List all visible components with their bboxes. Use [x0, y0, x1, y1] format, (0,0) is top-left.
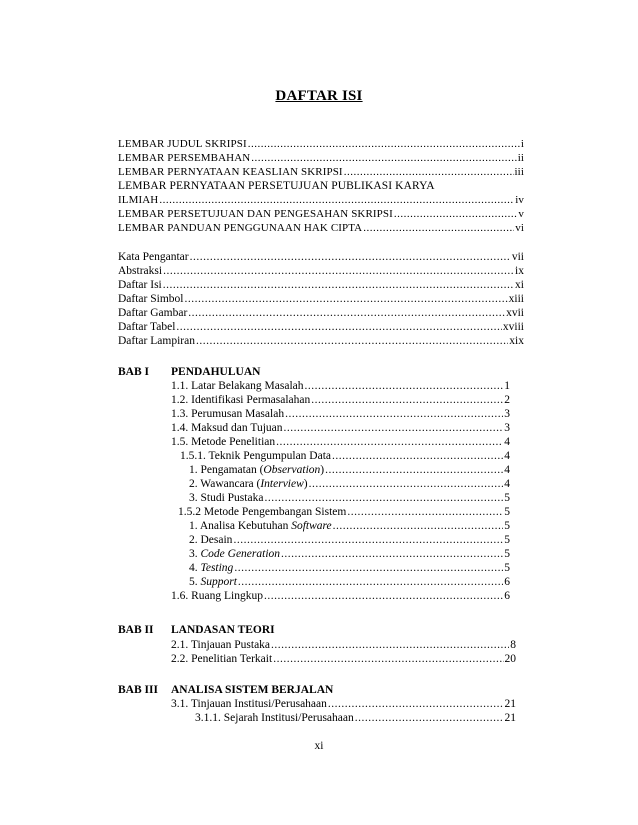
- toc-entry[interactable]: 1.3. Perumusan Masalah ..... 3: [171, 407, 510, 421]
- chapter-title[interactable]: LANDASAN TEORI: [171, 624, 275, 636]
- toc-entry[interactable]: LEMBAR PERSEMBAHAN ..... ii: [118, 151, 524, 165]
- chapter-title[interactable]: PENDAHULUAN: [171, 366, 261, 378]
- toc-entry[interactable]: Kata Pengantar ..... vii: [118, 250, 524, 264]
- chapter-number: BAB II: [118, 624, 154, 636]
- toc-entry[interactable]: 2. Wawancara (Interview) ..... 4: [189, 477, 510, 491]
- chapter-title[interactable]: ANALISA SISTEM BERJALAN: [171, 684, 334, 696]
- toc-entry[interactable]: 4. Testing ..... 5: [189, 561, 510, 575]
- toc-entry[interactable]: Daftar Simbol ..... xiii: [118, 292, 524, 306]
- toc-entry[interactable]: 1.4. Maksud dan Tujuan ..... 3: [171, 421, 510, 435]
- toc-entry[interactable]: LEMBAR PERNYATAAN KEASLIAN SKRIPSI ..... iii: [118, 165, 524, 179]
- toc-entry[interactable]: ILMIAH ..... iv: [118, 193, 524, 207]
- toc-entry[interactable]: LEMBAR PERSETUJUAN DAN PENGESAHAN SKRIPSI ..... v: [118, 207, 524, 221]
- toc-entry[interactable]: Daftar Gambar ..... xvii: [118, 306, 524, 320]
- toc-entry[interactable]: 3. Studi Pustaka ..... 5: [189, 491, 510, 505]
- toc-entry[interactable]: LEMBAR JUDUL SKRIPSI ..... i: [118, 137, 524, 151]
- page-number: xi: [314, 740, 324, 752]
- toc-entry[interactable]: 3.1.1. Sejarah Institusi/Perusahaan ..... 21: [195, 711, 516, 725]
- toc-entry[interactable]: 1.5.2 Metode Pengembangan Sistem ..... 5: [178, 505, 510, 519]
- toc-entry[interactable]: Daftar Lampiran ..... xix: [118, 334, 524, 348]
- chapter-number: BAB III: [118, 684, 158, 696]
- page-title: DAFTAR ISI: [275, 88, 363, 104]
- toc-entry[interactable]: 1.1. Latar Belakang Masalah ..... 1: [171, 379, 510, 393]
- toc-entry[interactable]: 2.2. Penelitian Terkait ..... 20: [171, 652, 516, 666]
- toc-entry[interactable]: 1. Pengamatan (Observation) ..... 4: [189, 463, 510, 477]
- toc-entry[interactable]: 2.1. Tinjauan Pustaka ..... 8: [171, 638, 516, 652]
- toc-entry[interactable]: 1.5. Metode Penelitian ..... 4: [171, 435, 510, 449]
- toc-entry[interactable]: 1. Analisa Kebutuhan Software ..... 5: [189, 519, 510, 533]
- chapter-number: BAB I: [118, 366, 149, 378]
- toc-entry[interactable]: 1.2. Identifikasi Permasalahan ..... 2: [171, 393, 510, 407]
- toc-entry[interactable]: 1.5.1. Teknik Pengumpulan Data ..... 4: [180, 449, 510, 463]
- toc-entry[interactable]: 3. Code Generation ..... 5: [189, 547, 510, 561]
- toc-entry[interactable]: 3.1. Tinjauan Institusi/Perusahaan ..... 21: [171, 697, 516, 711]
- toc-entry[interactable]: 2. Desain ..... 5: [189, 533, 510, 547]
- toc-entry[interactable]: 5. Support ..... 6: [189, 575, 510, 589]
- toc-entry[interactable]: Daftar Tabel ..... xviii: [118, 320, 524, 334]
- toc-entry[interactable]: Abstraksi ..... ix: [118, 264, 524, 278]
- toc-entry[interactable]: LEMBAR PANDUAN PENGGUNAAN HAK CIPTA ..... vi: [118, 221, 524, 235]
- toc-entry[interactable]: Daftar Isi ..... xi: [118, 278, 524, 292]
- toc-entry-wrapped-line[interactable]: LEMBAR PERNYATAAN PERSETUJUAN PUBLIKASI KARYA: [118, 180, 435, 192]
- toc-entry[interactable]: 1.6. Ruang Lingkup ..... 6: [171, 589, 510, 603]
